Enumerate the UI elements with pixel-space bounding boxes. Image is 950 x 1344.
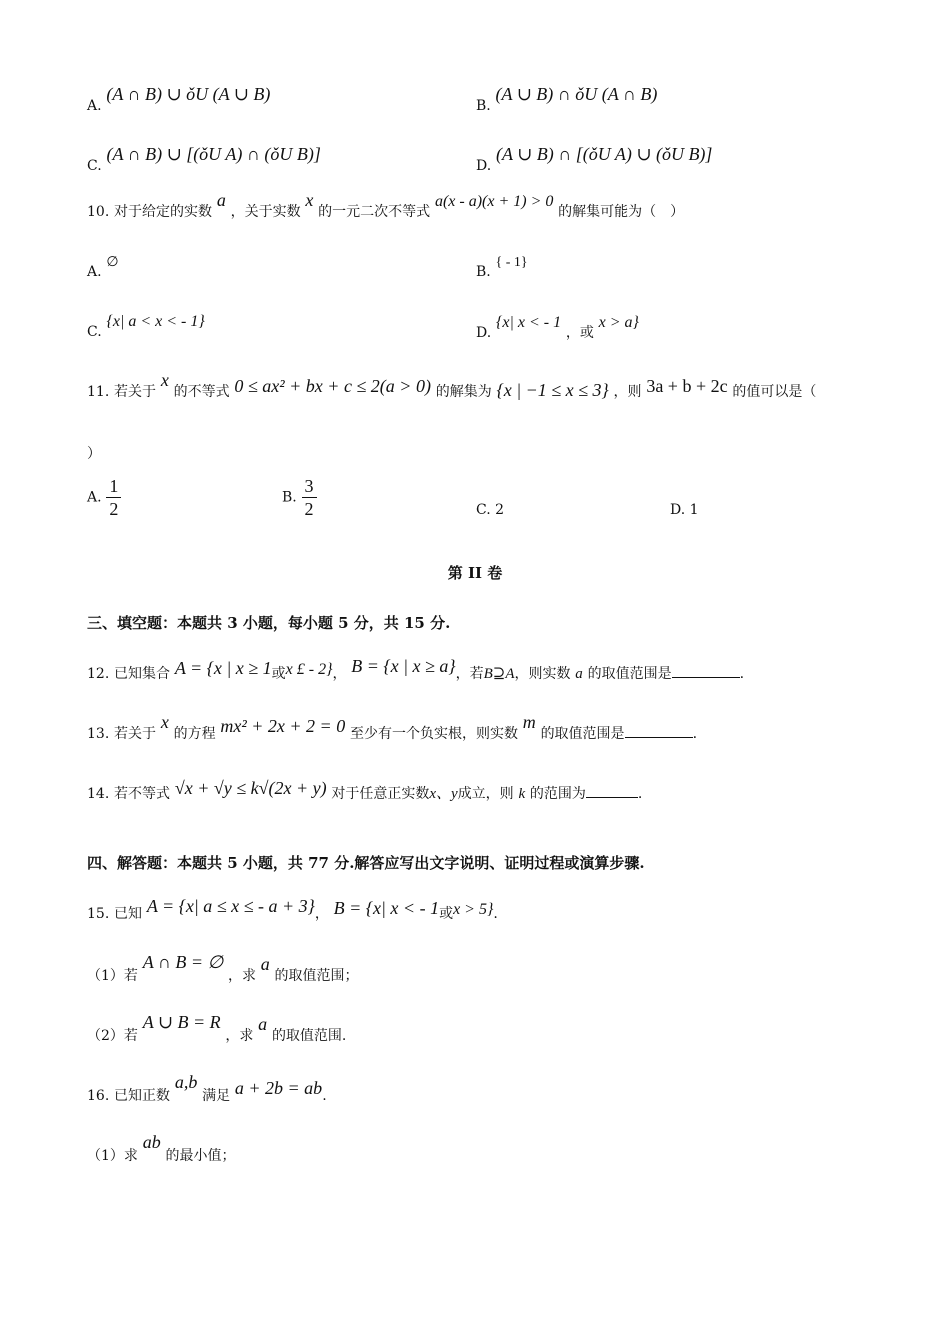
question-text: . <box>493 906 498 922</box>
option-expression: (A ∩ B) ∪ ǒU (A ∪ B) <box>106 84 271 104</box>
q9-option-a <box>87 84 271 114</box>
option-expression: {x| a < x < - 1} <box>106 313 205 330</box>
math-var: a <box>260 954 270 974</box>
question-text: ，若 <box>455 666 484 682</box>
question-number: 13. <box>87 726 110 742</box>
math-set: A = {x | x ≥ 1 <box>174 658 272 678</box>
q10-option-c <box>87 313 205 341</box>
fraction-denominator: 2 <box>109 499 119 519</box>
math-expression: 3a + b + 2c <box>646 376 728 396</box>
question-15-part-1 <box>87 952 359 985</box>
option-label: D. <box>476 325 492 341</box>
option-label: D. <box>476 158 492 174</box>
question-text: ， <box>332 666 347 682</box>
option-expression: ∅ <box>106 255 119 270</box>
option-expression: (A ∪ B) ∩ ǒU (A ∩ B) <box>495 84 658 104</box>
fraction-numerator: 1 <box>106 475 121 498</box>
math-set: B = {x | x ≥ a} <box>351 656 456 676</box>
math-inequality: √x + √y ≤ k√(2x + y) <box>174 778 327 798</box>
question-text: 的取值范围； <box>274 968 359 984</box>
option-expression: { - 1} <box>495 255 528 270</box>
question-12 <box>87 656 745 683</box>
math-condition: A ∪ B = R <box>142 1012 221 1032</box>
math-relation: B⊇A <box>483 666 515 682</box>
question-number: 14. <box>87 786 110 802</box>
q9-option-d <box>476 144 713 174</box>
q11-option-a <box>87 475 121 520</box>
question-text: 至少有一个负实根，则实数 <box>350 726 518 742</box>
math-inequality: 0 ≤ ax² + bx + c ≤ 2(a > 0) <box>234 376 431 396</box>
option-text: ，或 <box>565 325 594 341</box>
question-text: 的取值范围. <box>271 1028 347 1044</box>
question-text: . <box>637 786 643 802</box>
question-text: 已知 <box>114 906 143 922</box>
part-heading: 三、填空题：本题共 3 小题，每小题 5 分，共 15 分. <box>87 614 451 632</box>
question-text: ，则 <box>613 384 642 400</box>
math-set: x > 5} <box>453 901 494 918</box>
part-label: （2）若 <box>87 1028 138 1044</box>
question-text: 若关于 <box>114 384 157 400</box>
question-text: ，求 <box>225 1028 254 1044</box>
q11-option-c <box>476 502 504 518</box>
question-15-part-2 <box>87 1012 347 1045</box>
question-text: ，关于实数 <box>230 204 301 220</box>
option-expression: (A ∩ B) ∪ [(ǒU A) ∩ (ǒU B)] <box>106 144 321 164</box>
option-label: B. <box>476 98 491 114</box>
question-text: 若关于 <box>114 726 157 742</box>
q9-option-b <box>476 84 658 114</box>
question-text: 的范围为 <box>529 786 586 802</box>
option-label: C. <box>87 158 102 174</box>
q10-option-d <box>476 314 639 342</box>
math-var: x <box>305 190 314 210</box>
math-var: x、y <box>429 786 458 802</box>
question-text: 的取值范围是 <box>540 726 625 742</box>
math-var: x <box>160 370 169 390</box>
option-label: C. <box>87 324 102 340</box>
math-set: x £ - 2} <box>285 661 333 678</box>
question-15 <box>87 896 498 923</box>
math-condition: A ∩ B = ∅ <box>142 952 224 972</box>
question-text: 对于任意正实数 <box>331 786 430 802</box>
question-number: 10. <box>87 204 110 220</box>
answer-blank[interactable] <box>672 663 740 678</box>
question-text: . <box>739 666 745 682</box>
question-text: 满足 <box>202 1088 231 1104</box>
question-text: . <box>692 726 698 742</box>
section-title: 第 II 卷 <box>447 564 503 582</box>
math-expression: ab <box>142 1132 161 1152</box>
option-label: A. <box>87 98 102 114</box>
question-text: 的解集为 <box>435 384 492 400</box>
math-var: a <box>258 1014 268 1034</box>
option-value: 2 <box>495 502 505 518</box>
answer-blank[interactable] <box>586 783 638 798</box>
part-label: （1）求 <box>87 1148 138 1164</box>
question-text: ，求 <box>227 968 256 984</box>
option-label: A. <box>87 264 102 280</box>
question-number: 16. <box>87 1088 110 1104</box>
question-text: ，则实数 <box>514 666 571 682</box>
math-var: a <box>216 190 226 210</box>
question-14 <box>87 778 643 803</box>
q9-option-c <box>87 144 321 174</box>
option-label: A. <box>87 489 102 506</box>
question-text: 若不等式 <box>114 786 171 802</box>
question-number: 15. <box>87 906 110 922</box>
question-text: 的方程 <box>173 726 216 742</box>
question-text: 的解集可能为（ ） <box>558 204 685 220</box>
math-set: A = {x| a ≤ x ≤ - a + 3} <box>146 896 315 916</box>
option-expression: x > a} <box>598 314 639 331</box>
option-label: B. <box>282 489 297 506</box>
math-var: x <box>160 712 169 732</box>
question-text: 成立，则 <box>457 786 514 802</box>
question-10 <box>87 190 685 221</box>
option-label: D. <box>670 502 686 518</box>
part-label: （1）若 <box>87 968 138 984</box>
question-11-continued: ） <box>87 446 101 462</box>
question-text: 已知正数 <box>114 1088 171 1104</box>
option-value: 1 <box>689 502 699 518</box>
question-text: 对于给定的实数 <box>114 204 213 220</box>
answer-blank[interactable] <box>625 723 693 738</box>
question-text: ， <box>314 906 329 922</box>
question-text: 已知集合 <box>114 666 171 682</box>
question-16 <box>87 1072 327 1105</box>
question-13 <box>87 712 698 743</box>
question-text: 或 <box>439 906 454 922</box>
option-label: C. <box>476 502 491 518</box>
question-number: 11. <box>87 384 110 400</box>
option-expression: (A ∪ B) ∩ [(ǒU A) ∪ (ǒU B)] <box>495 144 713 164</box>
math-inequality: a(x - a)(x + 1) > 0 <box>434 193 554 210</box>
question-text: 的不等式 <box>173 384 230 400</box>
question-text: . <box>322 1088 327 1104</box>
math-var: a <box>575 666 583 682</box>
question-text: 的值可以是（ <box>732 384 817 400</box>
option-expression: {x| x < - 1 <box>495 314 562 331</box>
question-11 <box>87 370 817 401</box>
question-text: 的最小值； <box>165 1148 236 1164</box>
math-equation: mx² + 2x + 2 = 0 <box>220 716 346 736</box>
fraction <box>302 475 317 520</box>
question-number: 12. <box>87 666 110 682</box>
q11-option-b <box>282 475 317 520</box>
math-equation: a + 2b = ab <box>234 1078 323 1098</box>
part-heading: 四、解答题：本题共 5 小题，共 77 分.解答应写出文字说明、证明过程或演算步骤. <box>87 854 645 872</box>
q10-option-b <box>476 255 528 281</box>
math-set: {x | −1 ≤ x ≤ 3} <box>496 380 609 400</box>
question-16-part-1 <box>87 1132 236 1165</box>
math-var: m <box>522 712 536 732</box>
question-text: 的一元二次不等式 <box>318 204 431 220</box>
question-text: 的取值范围是 <box>587 666 672 682</box>
math-var: k <box>518 786 526 802</box>
math-set: B = {x| x < - 1 <box>333 898 440 918</box>
fraction <box>106 475 121 520</box>
q11-option-d <box>670 502 699 518</box>
math-var: a,b <box>174 1072 198 1092</box>
question-text: 或 <box>271 666 286 682</box>
q10-option-a <box>87 255 119 281</box>
fraction-denominator: 2 <box>304 499 314 519</box>
option-label: B. <box>476 264 491 280</box>
fraction-numerator: 3 <box>302 475 317 498</box>
